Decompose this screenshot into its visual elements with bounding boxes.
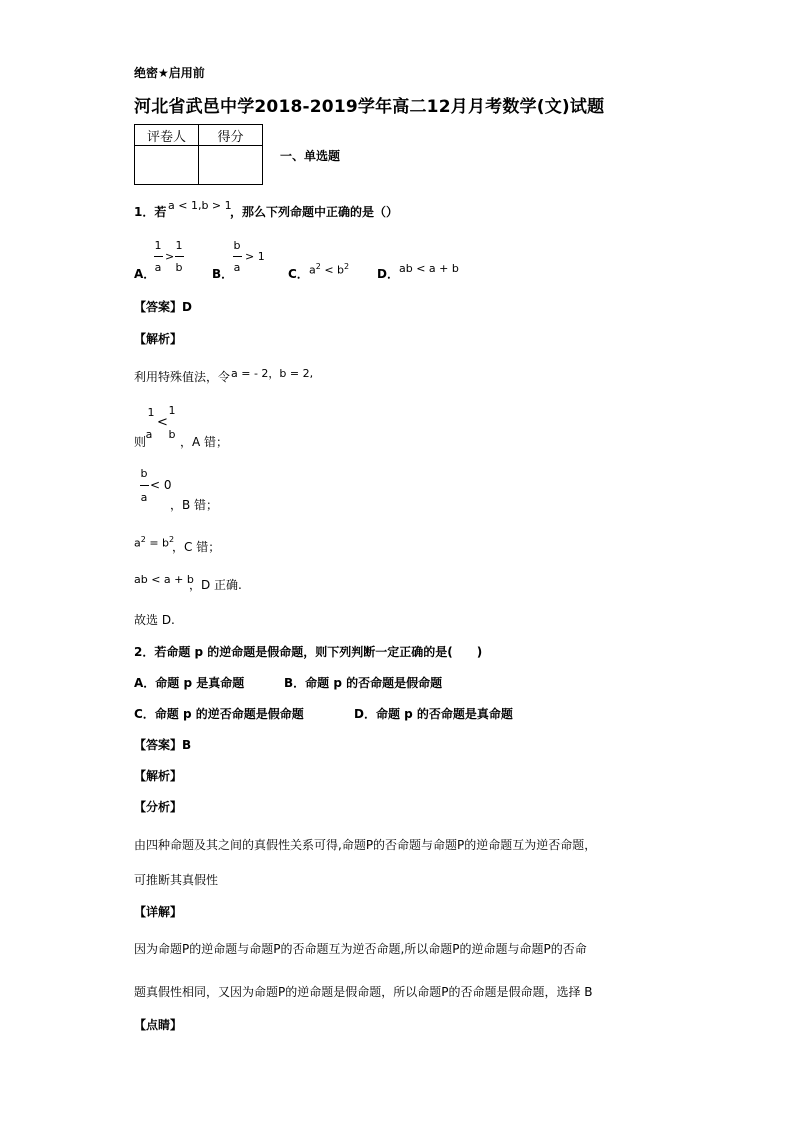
- q1-line4-exp1: 2: [140, 535, 146, 544]
- q1-a-den1: a: [154, 261, 162, 274]
- q1-a-num2: 1: [175, 239, 183, 252]
- q1-condition: a < 1,b > 1: [168, 199, 232, 212]
- q1-option-c-label: C．: [288, 267, 309, 281]
- secret-label: 绝密★启用前: [134, 66, 205, 80]
- q1-a-den2: b: [175, 261, 183, 274]
- q2-option-d: D．命题 p 的否命题是真命题: [354, 707, 513, 721]
- q1-d-expr: ab < a + b: [399, 262, 459, 275]
- score-header: 得分: [199, 125, 263, 146]
- q1-line2-den1: a: [145, 428, 153, 441]
- q1-line5-suffix: ，D 正确.: [189, 578, 242, 592]
- section-title: 一、单选题: [280, 149, 341, 163]
- q1-option-d-label: D．: [377, 267, 399, 281]
- q1-analysis-label: 【解析】: [134, 332, 183, 346]
- q1-a-op: >: [165, 250, 175, 263]
- q2-stem: 2．若命题 p 的逆命题是假命题，则下列判断一定正确的是( ): [134, 645, 483, 659]
- q2-option-b: B．命题 p 的否命题是假命题: [284, 676, 443, 690]
- q2-dianjing-label: 【点睛】: [134, 1018, 183, 1032]
- q1-stem: ，那么下列命题中正确的是（）: [230, 205, 399, 219]
- grader-header: 评卷人: [135, 125, 199, 146]
- q1-c-base: a: [309, 263, 316, 277]
- q2-detail-text-1: 因为命题P的逆命题与命题P的否命题互为逆否命题,所以命题P的逆命题与命题P的否命: [134, 942, 587, 956]
- q1-line3-den: a: [140, 491, 148, 504]
- q1-conclusion: 故选 D.: [134, 613, 175, 627]
- q1-line2-prefix: 则: [134, 435, 147, 449]
- q1-line4-mid: = b: [145, 536, 170, 550]
- q2-detail-text-2: 题真假性相同，又因为命题P的逆命题是假命题，所以命题P的否命题是假命题，选择 B: [134, 985, 593, 999]
- q1-line2-num1: 1: [147, 406, 155, 419]
- q1-c-expr: [309, 262, 349, 277]
- q2-fenxi-text-1: 由四种命题及其之间的真假性关系可得,命题P的否命题与命题P的逆命题互为逆否命题，: [134, 838, 597, 852]
- q1-line2-den2: b: [168, 428, 176, 441]
- q1-a-num1: 1: [154, 239, 162, 252]
- q1-b-rest: > 1: [245, 250, 265, 263]
- q1-line3-op: < 0: [150, 478, 172, 492]
- q1-b-den: a: [233, 261, 241, 274]
- q1-option-b-label: B．: [212, 267, 234, 281]
- score-cell: [199, 146, 263, 185]
- q1-line4-suffix: ，C 错；: [172, 540, 221, 554]
- q1-number: 1．若: [134, 205, 167, 219]
- q1-option-a-label: A．: [134, 267, 156, 281]
- q1-line2-op: <: [157, 415, 168, 430]
- grading-table: [134, 124, 263, 185]
- q1-line1-math: a = - 2，b = 2,: [231, 367, 314, 380]
- q1-b-bar: [233, 256, 242, 257]
- q1-line1-text: 利用特殊值法，令: [134, 370, 231, 384]
- q1-c-exp2: 2: [344, 262, 350, 271]
- q1-line3-suffix: ，B 错；: [170, 498, 219, 512]
- q1-line2-num2: 1: [168, 404, 176, 417]
- q1-line5-math: ab < a + b: [134, 573, 194, 586]
- q1-line3-num: b: [140, 467, 148, 480]
- q1-c-mid: < b: [320, 263, 345, 277]
- q2-option-a: A．命题 p 是真命题: [134, 676, 245, 690]
- q2-option-c: C．命题 p 的逆否命题是假命题: [134, 707, 304, 721]
- q2-answer: 【答案】B: [134, 738, 192, 752]
- q1-answer: 【答案】D: [134, 300, 192, 314]
- q1-a-bar1: [154, 256, 163, 257]
- q1-line2-suffix: ，A 错；: [180, 435, 229, 449]
- q1-a-bar2: [175, 256, 184, 257]
- q2-detail-label: 【详解】: [134, 905, 183, 919]
- grader-cell: [135, 146, 199, 185]
- q1-line3-bar: [140, 485, 149, 486]
- q1-line4-exp2: 2: [169, 535, 175, 544]
- q1-line4-expr: [134, 535, 174, 550]
- page-title: 河北省武邑中学2018-2019学年高二12月月考数学(文)试题: [134, 97, 605, 117]
- q1-line4-base: a: [134, 536, 141, 550]
- q2-analysis-label: 【解析】: [134, 769, 183, 783]
- q1-c-exp1: 2: [315, 262, 321, 271]
- q2-fenxi-text-2: 可推断其真假性: [134, 873, 219, 887]
- q2-fenxi-label: 【分析】: [134, 800, 183, 814]
- q1-b-num: b: [233, 239, 241, 252]
